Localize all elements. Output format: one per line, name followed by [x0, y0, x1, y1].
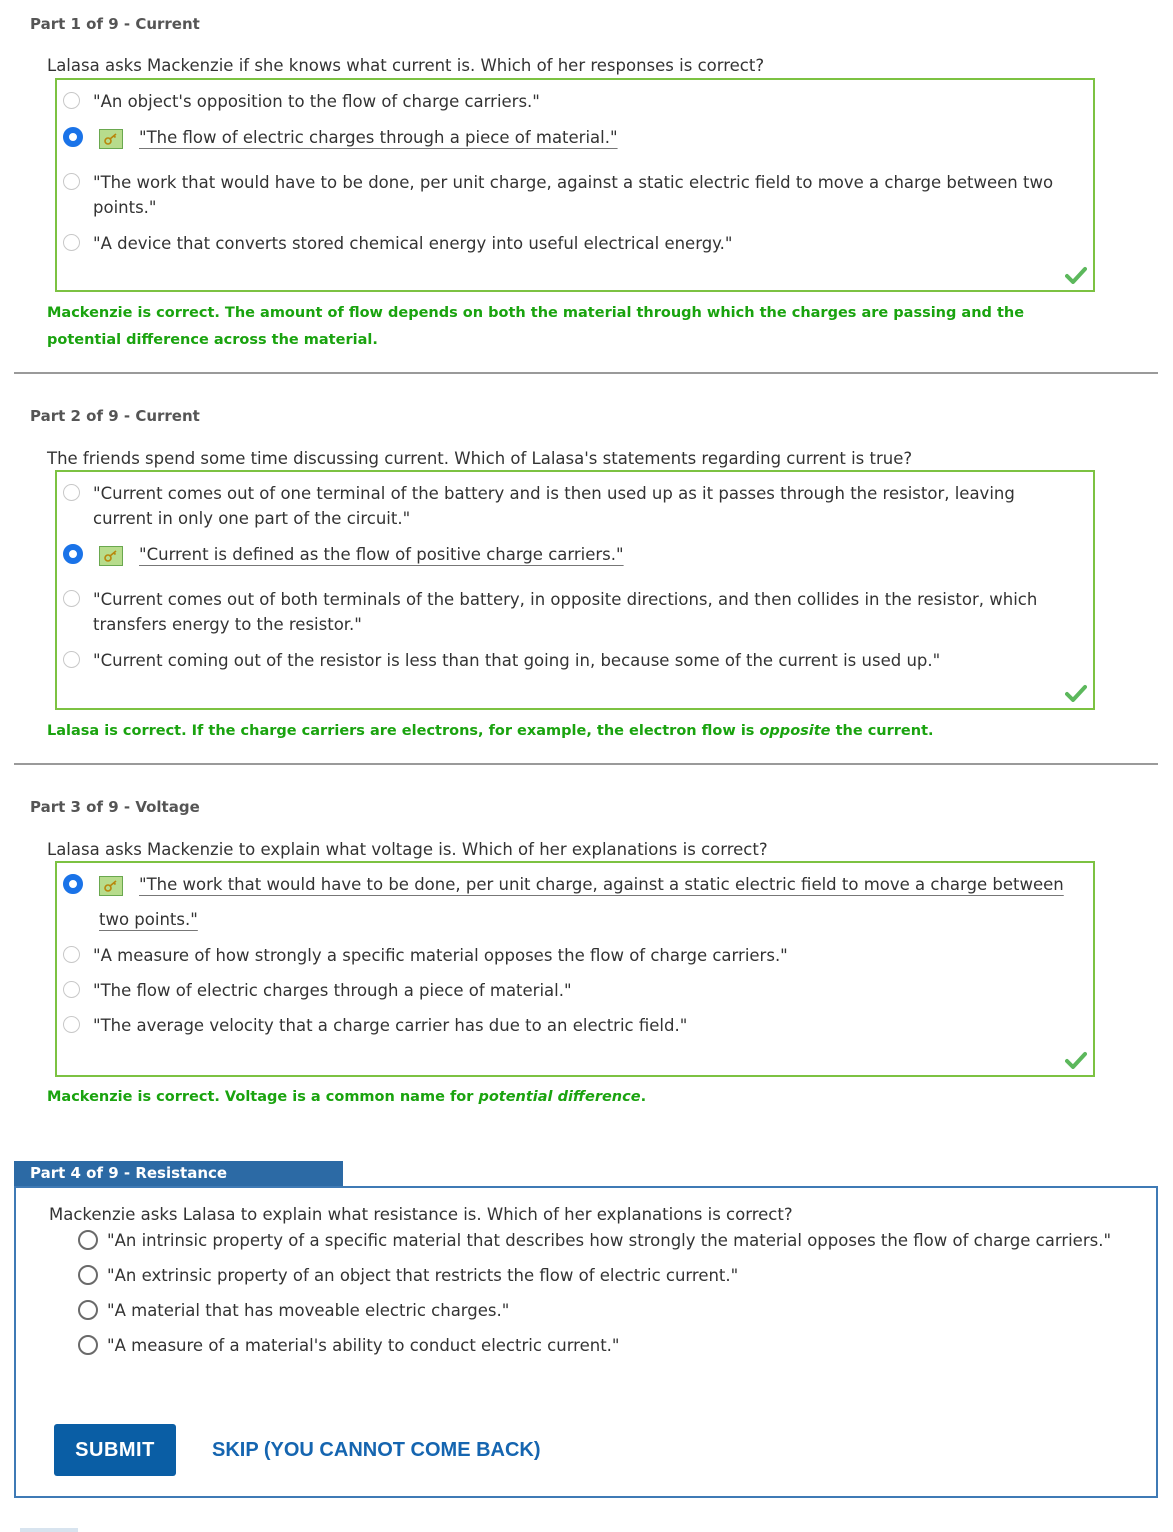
part-4-option-1[interactable]: [78, 1228, 1111, 1254]
option-text: "Current is defined as the flow of positive charge carriers.": [139, 545, 624, 564]
option-text: "An extrinsic property of an object that restricts the flow of electric current.": [107, 1266, 739, 1285]
radio-button[interactable]: [78, 1335, 98, 1355]
skip-link[interactable]: SKIP (YOU CANNOT COME BACK): [212, 1439, 541, 1461]
option-text: "A material that has moveable electric charges.": [107, 1301, 510, 1320]
part-2-option-3: [63, 587, 1073, 637]
option-text: "An intrinsic property of a specific material that describes how strongly the material opposes the flow of charge carriers.": [107, 1231, 1112, 1250]
radio-selected: [63, 874, 83, 894]
option-text: "The average velocity that a charge carrier has due to an electric field.": [93, 1016, 688, 1035]
scroll-indicator: [20, 1528, 78, 1532]
submit-button[interactable]: SUBMIT: [54, 1424, 176, 1476]
part-2-title: Part 2 of 9 - Current: [30, 407, 200, 425]
option-text: "A measure of a material's ability to conduct electric current.": [107, 1336, 620, 1355]
option-text: "The work that would have to be done, per unit charge, against a static electric field to move a charge between two points.": [99, 875, 1064, 929]
option-text: "An object's opposition to the flow of charge carriers.": [93, 92, 540, 111]
checkmark-icon: [1065, 266, 1087, 284]
part-2-feedback: Lalasa is correct. If the charge carriers are electrons, for example, the electron flow is opposite the current.: [47, 723, 934, 739]
option-text: "The flow of electric charges through a piece of material.": [93, 981, 572, 1000]
part-1-option-2-selected: [63, 125, 1073, 150]
part-1-option-3: [63, 170, 1073, 220]
part-3-option-4: [63, 1013, 1073, 1038]
radio-button[interactable]: [78, 1265, 98, 1285]
part-3-feedback: Mackenzie is correct. Voltage is a common name for potential difference.: [47, 1089, 647, 1105]
option-text: "The work that would have to be done, per unit charge, against a static electric field to move a charge between two points.": [93, 173, 1054, 217]
option-text: "A measure of how strongly a specific material opposes the flow of charge carriers.": [93, 946, 788, 965]
option-text: "The flow of electric charges through a piece of material.": [139, 128, 618, 147]
section-divider: [14, 763, 1158, 765]
option-text: "Current coming out of the resistor is less than that going in, because some of the current is used up.": [93, 651, 941, 670]
part-3-title: Part 3 of 9 - Voltage: [30, 798, 200, 816]
radio-button[interactable]: [78, 1300, 98, 1320]
part-4-option-3[interactable]: [78, 1298, 509, 1324]
part-3-option-3: [63, 978, 1073, 1003]
radio-selected: [63, 127, 83, 147]
radio-unselected: [63, 484, 80, 501]
part-4-option-2[interactable]: [78, 1263, 738, 1289]
key-icon: [99, 129, 123, 149]
option-text: "Current comes out of one terminal of the battery and is then used up as it passes through the resistor, leaving current in only one part of the circuit.": [93, 484, 1015, 528]
key-icon: [99, 546, 123, 566]
option-text: "A device that converts stored chemical energy into useful electrical energy.": [93, 234, 733, 253]
radio-unselected: [63, 234, 80, 251]
key-icon: [99, 876, 123, 896]
part-4-tab: Part 4 of 9 - Resistance: [14, 1161, 343, 1186]
part-3-option-1-selected: [63, 872, 1073, 937]
part-2-option-4: [63, 648, 1073, 673]
part-2-question: The friends spend some time discussing current. Which of Lalasa's statements regarding current is true?: [47, 449, 913, 468]
part-2-option-1: [63, 481, 1073, 531]
radio-unselected: [63, 981, 80, 998]
part-2-answer-box: [55, 470, 1095, 710]
part-4-question-box: [14, 1186, 1158, 1498]
part-1-option-1: [63, 89, 1073, 114]
part-1-option-4: [63, 231, 1073, 256]
part-4-option-4[interactable]: [78, 1333, 620, 1359]
part-2-option-2-selected: [63, 542, 1073, 567]
part-3-question: Lalasa asks Mackenzie to explain what voltage is. Which of her explanations is correct?: [47, 840, 768, 859]
radio-unselected: [63, 946, 80, 963]
part-1-feedback: Mackenzie is correct. The amount of flow depends on both the material through which the charges are passing and the potential difference across the material.: [47, 305, 1025, 348]
part-1-answer-box: [55, 78, 1095, 292]
part-4-question: Mackenzie asks Lalasa to explain what resistance is. Which of her explanations is correct?: [49, 1205, 793, 1224]
radio-unselected: [63, 173, 80, 190]
part-1-title: Part 1 of 9 - Current: [30, 15, 200, 33]
section-divider: [14, 372, 1158, 374]
radio-selected: [63, 544, 83, 564]
radio-unselected: [63, 651, 80, 668]
radio-unselected: [63, 1016, 80, 1033]
radio-unselected: [63, 92, 80, 109]
part-3-option-2: [63, 943, 1073, 968]
part-3-answer-box: [55, 861, 1095, 1077]
checkmark-icon: [1065, 1051, 1087, 1069]
radio-unselected: [63, 590, 80, 607]
option-text: "Current comes out of both terminals of the battery, in opposite directions, and then collides in the resistor, which transfers energy to the resistor.": [93, 590, 1038, 634]
checkmark-icon: [1065, 684, 1087, 702]
radio-button[interactable]: [78, 1230, 98, 1250]
part-1-question: Lalasa asks Mackenzie if she knows what current is. Which of her responses is correct?: [47, 56, 765, 75]
